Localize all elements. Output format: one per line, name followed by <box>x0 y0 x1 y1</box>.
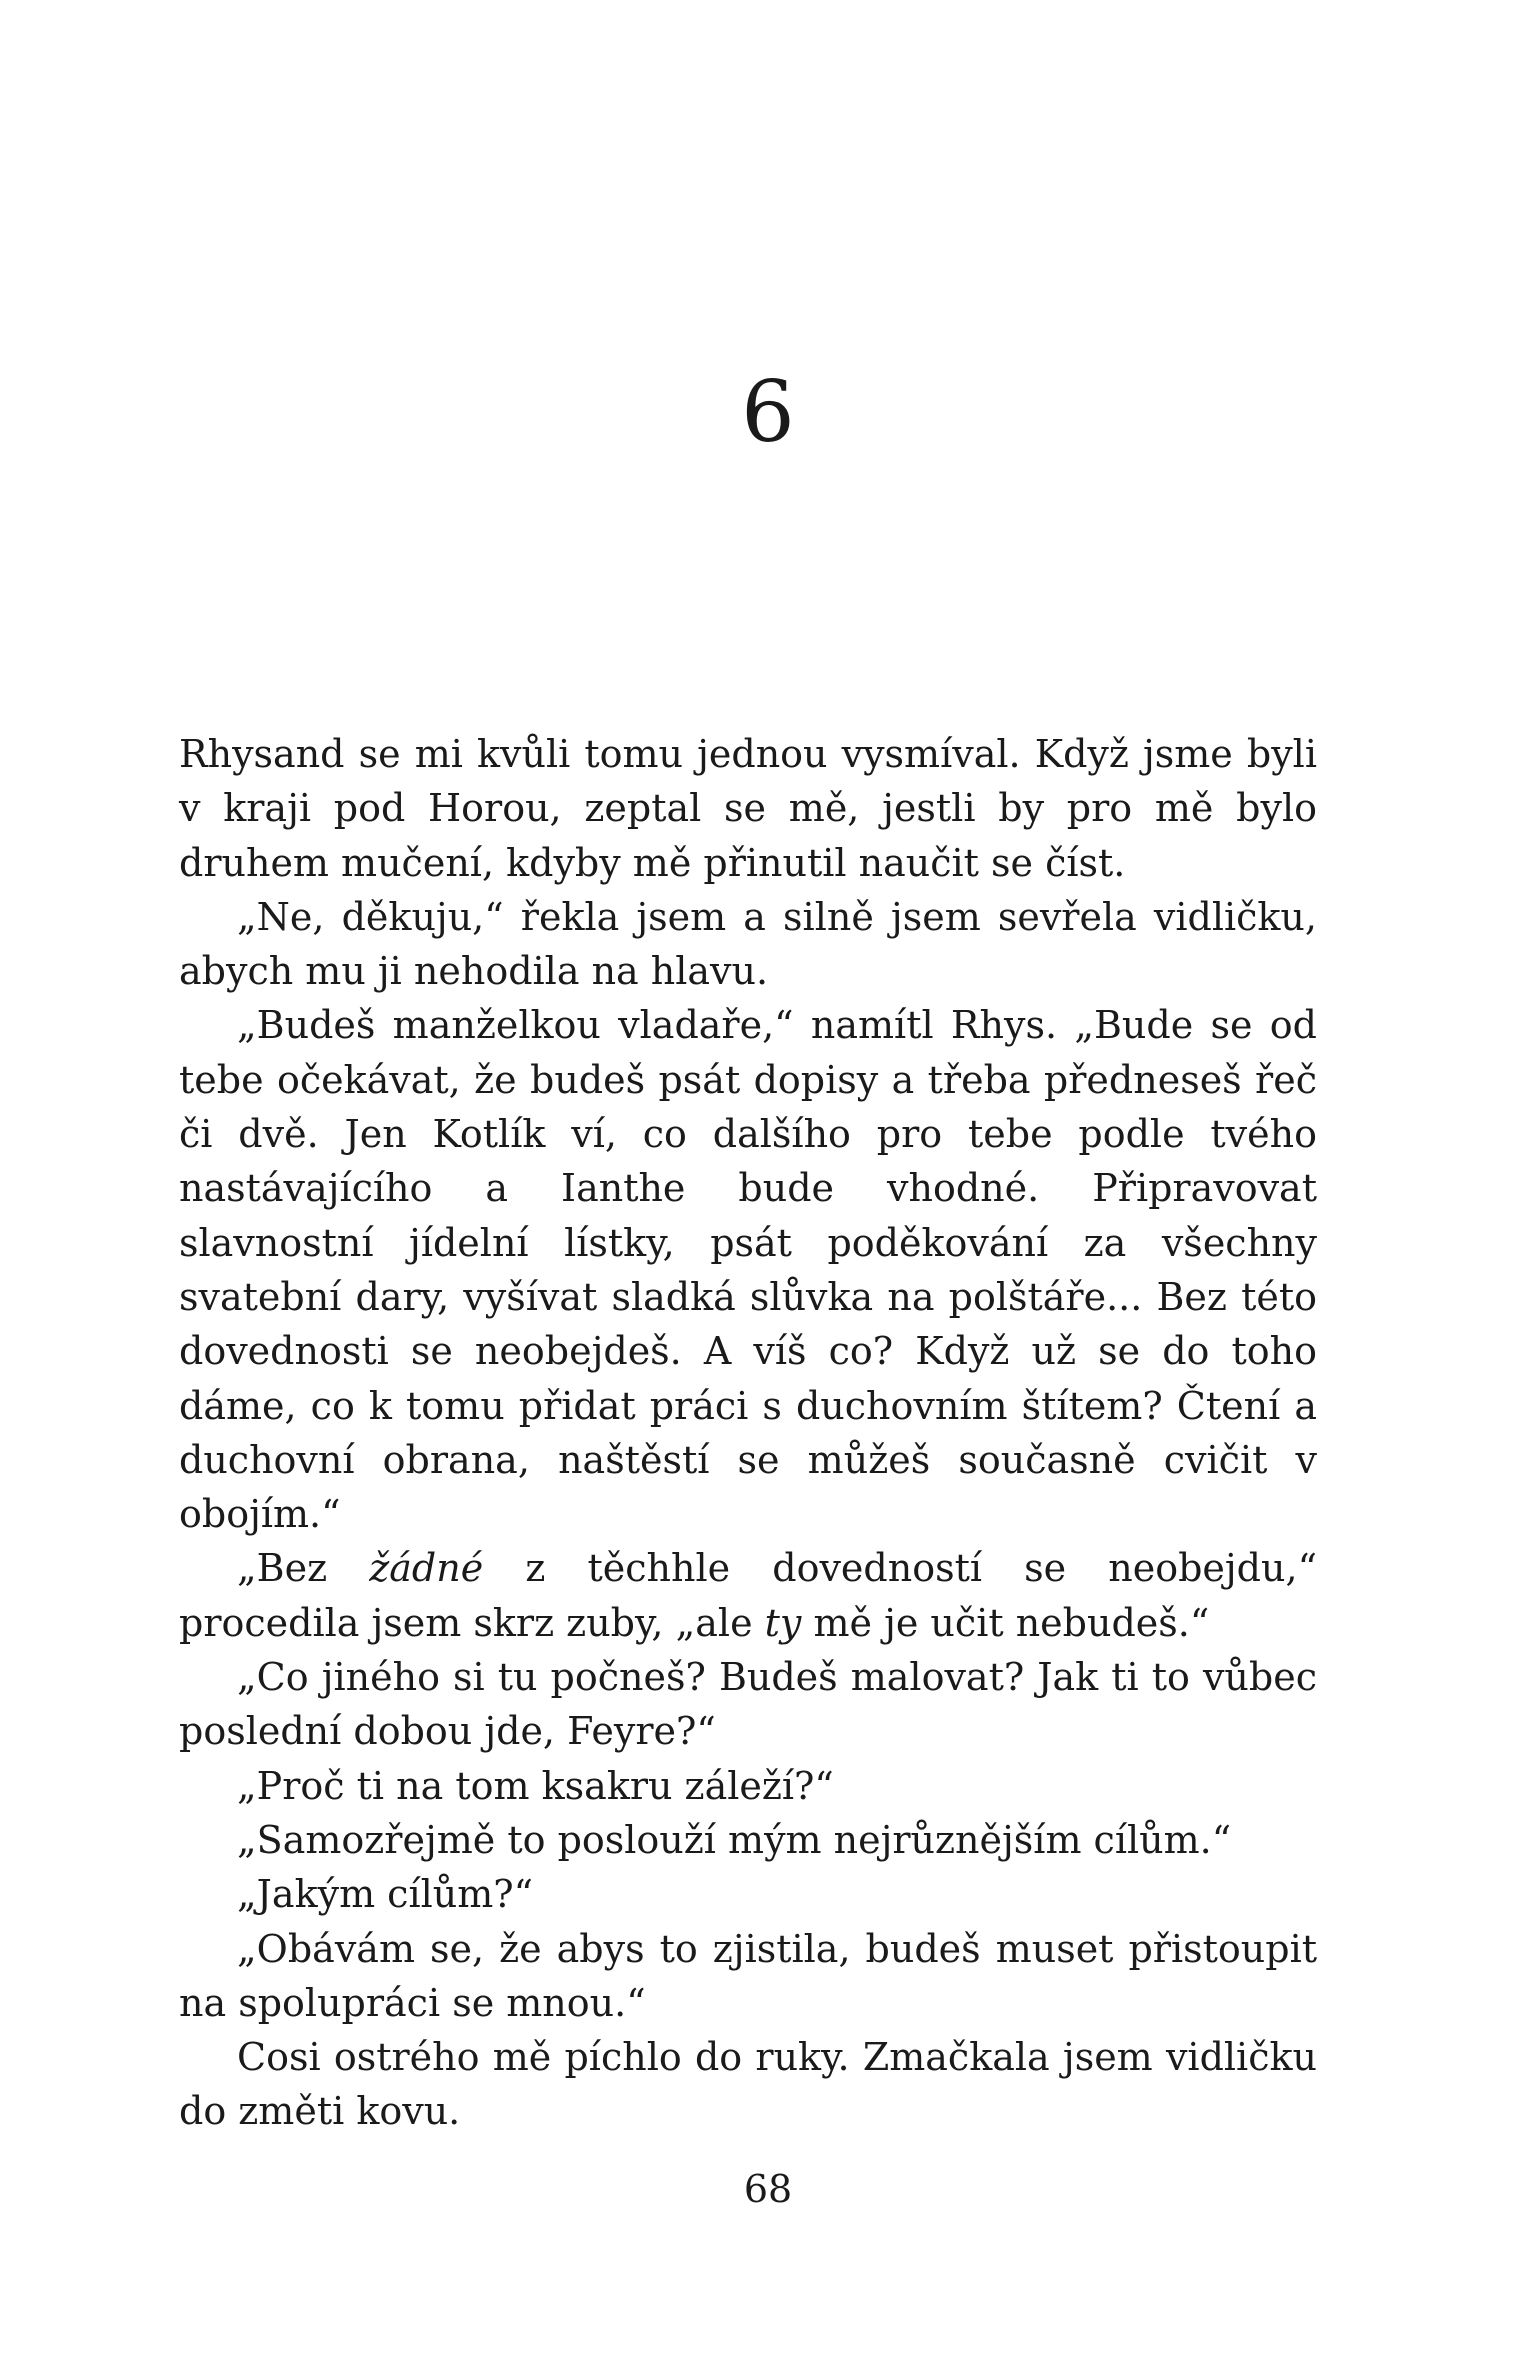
paragraph-2 <box>179 890 1317 999</box>
emphasis: ty <box>764 1600 802 1645</box>
paragraph-text: „Co jiného si tu počneš? Budeš malovat? Jak ti to vůbec poslední dobou jde, Feyre?“ <box>179 1655 1317 1754</box>
paragraph-5 <box>179 1650 1317 1759</box>
paragraph-4 <box>179 1541 1317 1650</box>
paragraph-text: „Obávám se, že abys to zjistila, budeš muset přistoupit na spolupráci se mnou.“ <box>179 1926 1317 2025</box>
paragraph-7 <box>179 1813 1317 1867</box>
paragraph-8 <box>179 1867 1317 1921</box>
paragraph-text: mě je učit nebudeš.“ <box>801 1600 1210 1645</box>
paragraph-text: „Proč ti na tom ksakru záleží?“ <box>237 1763 834 1808</box>
paragraph-text: Rhysand se mi kvůli tomu jednou vysmíval. Když jsme byli v kraji pod Horou, zeptal se mě, jestli by pro mě bylo druhem mučení, kdyby mě přinutil naučit se číst. <box>179 732 1317 885</box>
body-text <box>179 727 1317 2139</box>
paragraph-1 <box>179 727 1317 890</box>
paragraph-text: „Jakým cílům?“ <box>237 1872 534 1917</box>
paragraph-3 <box>179 998 1317 1541</box>
paragraph-text: „Bez <box>237 1546 370 1591</box>
paragraph-9 <box>179 1922 1317 2031</box>
paragraph-text: „Budeš manželkou vladaře,“ namítl Rhys. „Bude se od tebe očekávat, že budeš psát dopisy a třeba předneseš řeč či dvě. Jen Kotlík ví, co dalšího pro tebe podle tvého nastávajícího a Ianthe bude vhodné. Připravovat slavnostní jídelní lístky, psát poděkování za všechny svatební dary, vyšívat sladká slůvka na polštáře... Bez této dovednosti se neobejdeš. A víš co? Když už se do toho dáme, co k tomu přidat práci s duchovním štítem? Čtení a duchovní obrana, naštěstí se můžeš současně cvičit v obojím.“ <box>179 1003 1317 1537</box>
paragraph-text: „Ne, děkuju,“ řekla jsem a silně jsem sevřela vidličku, abych mu ji nehodila na hlavu. <box>179 894 1317 994</box>
paragraph-10 <box>179 2030 1317 2139</box>
paragraph-text: Cosi ostrého mě píchlo do ruky. Zmačkala jsem vidličku do změti kovu. <box>179 2035 1317 2134</box>
emphasis: žádné <box>369 1546 484 1591</box>
page-number: 68 <box>743 2167 793 2211</box>
paragraph-6 <box>179 1759 1317 1813</box>
paragraph-text: z těchhle dovedností se neobejdu,“ procedila jsem skrz zuby, „ale <box>179 1546 1317 1645</box>
chapter-number: 6 <box>741 363 795 461</box>
paragraph-text: „Samozřejmě to poslouží mým nejrůznějším cílům.“ <box>237 1817 1232 1862</box>
